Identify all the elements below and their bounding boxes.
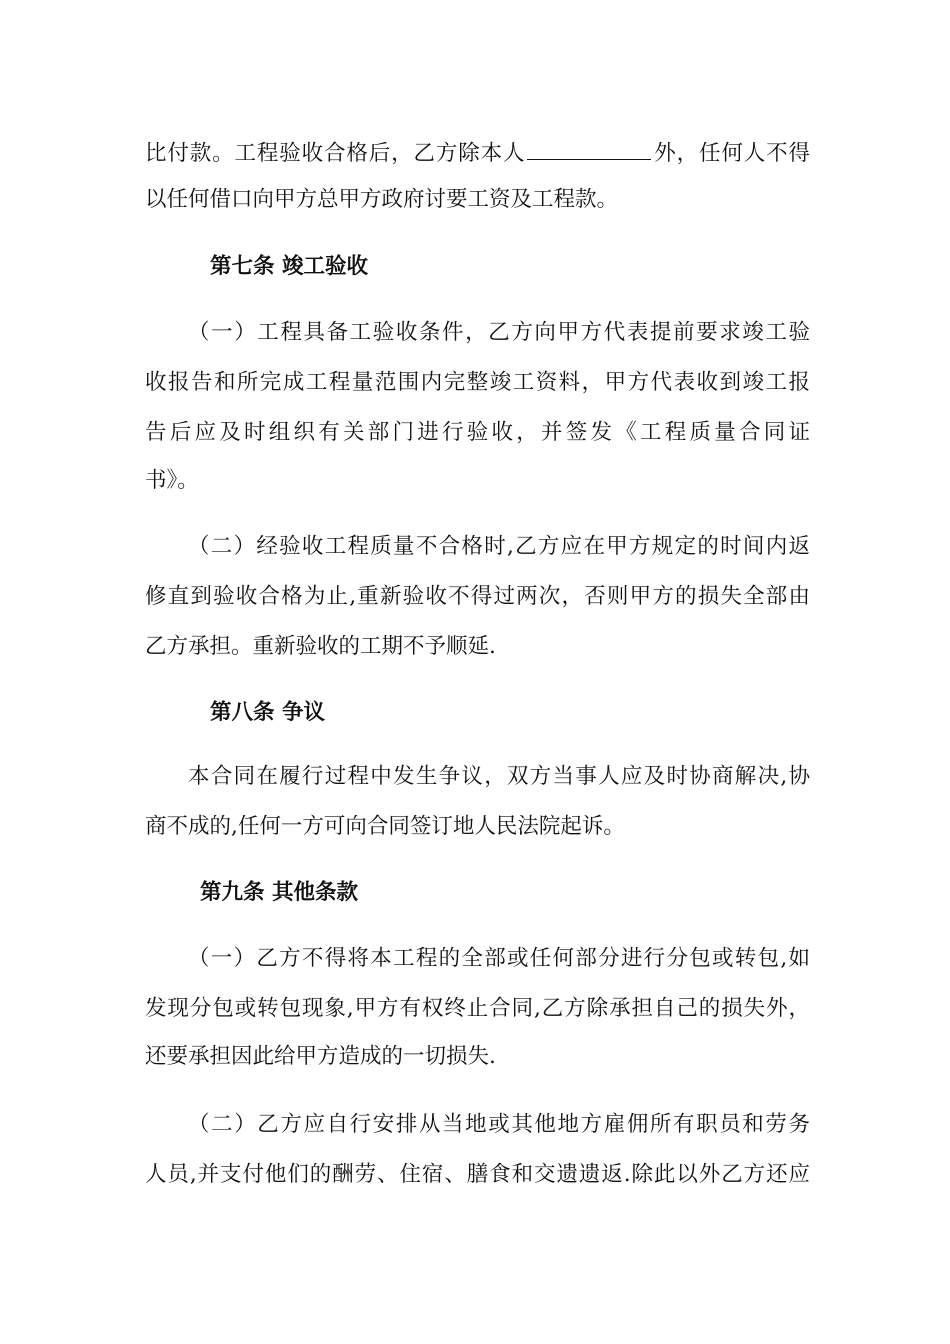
paragraph-line-16: 人员,并支付他们的酬劳、住宿、膳食和交遗遗返.除此以外乙方还应 <box>145 1162 810 1187</box>
text-segment: 外，任何人不得 <box>653 141 810 166</box>
paragraph-line-3: （一）工程具备工验收条件，乙方向甲方代表提前要求竣工验 <box>188 320 810 345</box>
paragraph-line-2: 以任何借口向甲方总甲方政府讨要工资及工程款。 <box>145 187 619 212</box>
paragraph-line-15: （二）乙方应自行安排从当地或其他地方雇佣所有职员和劳务 <box>188 1112 810 1137</box>
paragraph-line-8: 修直到验收合格为止,重新验收不得过两次，否则甲方的损失全部由 <box>145 584 810 609</box>
paragraph-line-10: 本合同在履行过程中发生争议，双方当事人应及时协商解决,协 <box>188 764 810 789</box>
article-7-heading: 第七条 竣工验收 <box>210 254 368 279</box>
text-segment: 比付款。工程验收合格后，乙方除本人 <box>145 141 526 166</box>
fill-in-blank <box>527 137 651 160</box>
paragraph-line-14: 还要承担因此给甲方造成的一切损失. <box>145 1044 496 1069</box>
article-8-heading: 第八条 争议 <box>210 700 325 725</box>
paragraph-line-9: 乙方承担。重新验收的工期不予顺延. <box>145 634 496 659</box>
paragraph-line-1 <box>145 137 810 167</box>
paragraph-line-5: 告后应及时组织有关部门进行验收，并签发《工程质量合同证 <box>145 420 810 445</box>
article-9-heading: 第九条 其他条款 <box>200 880 358 905</box>
paragraph-line-13: 发现分包或转包现象,甲方有权终止合同,乙方除承担自己的损失外， <box>145 996 810 1021</box>
paragraph-line-4: 收报告和所完成工程量范围内完整竣工资料，甲方代表收到竣工报 <box>145 370 810 395</box>
paragraph-line-6: 书》。 <box>145 468 199 493</box>
paragraph-line-7: （二）经验收工程质量不合格时,乙方应在甲方规定的时间内返 <box>188 534 810 559</box>
paragraph-line-11: 商不成的,任何一方可向合同签订地人民法院起诉。 <box>145 814 625 839</box>
paragraph-line-12: （一）乙方不得将本工程的全部或任何部分进行分包或转包,如 <box>188 946 810 971</box>
